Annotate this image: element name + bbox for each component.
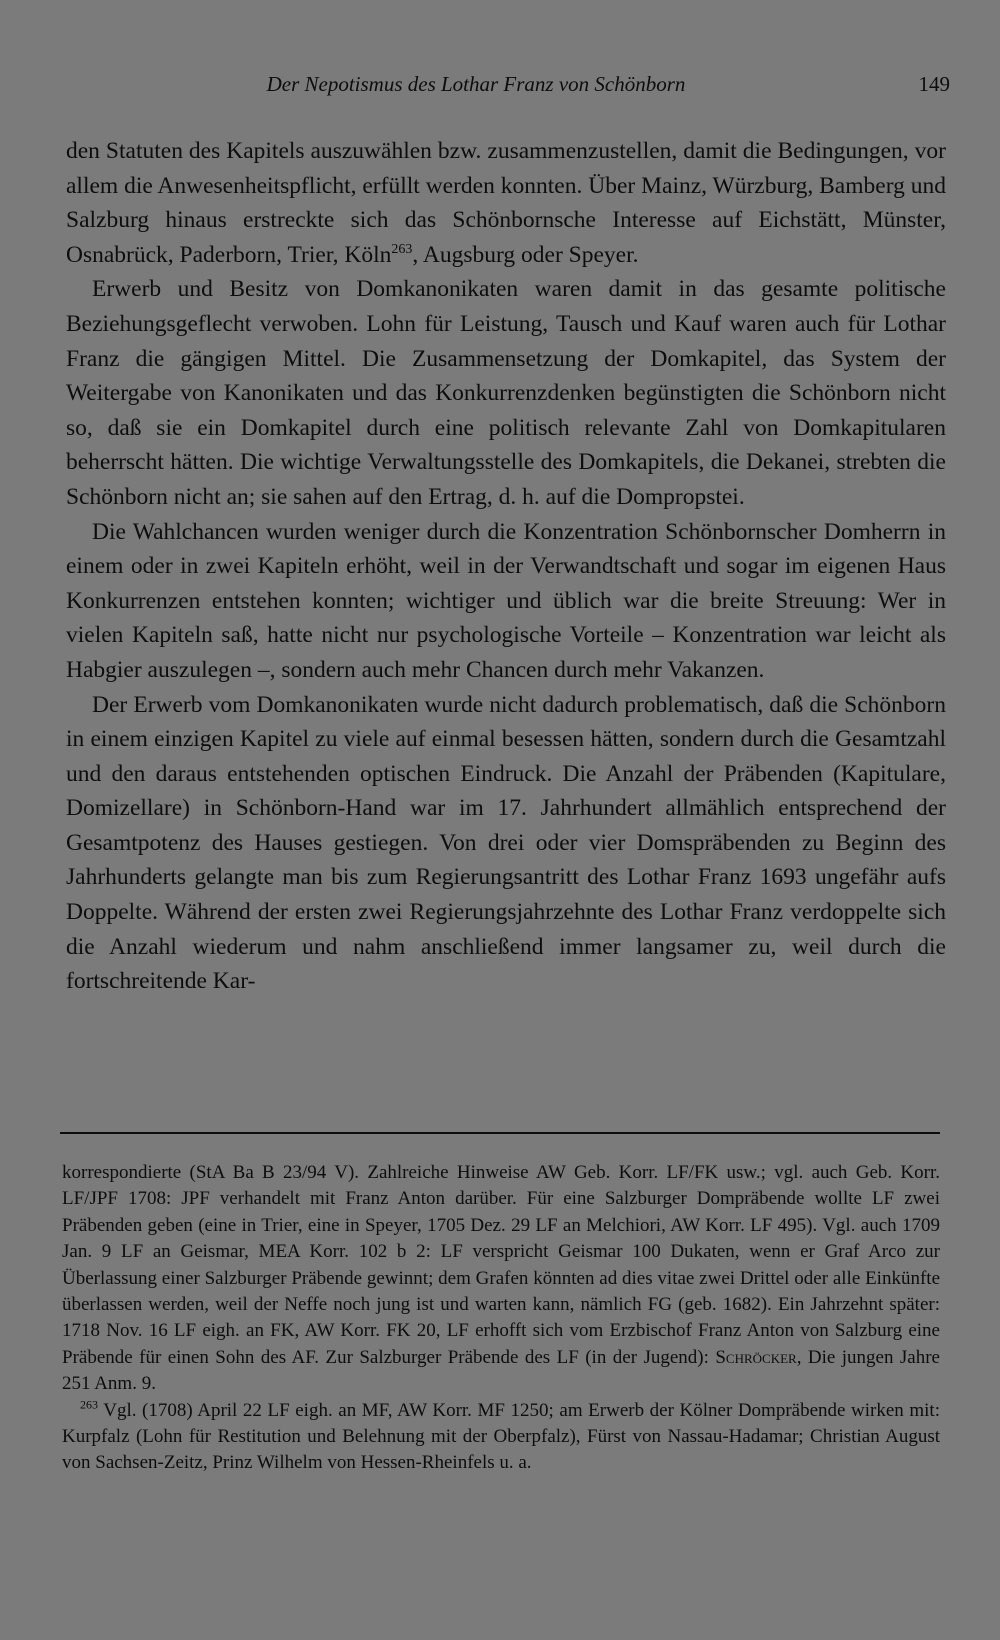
- paragraph-2: Erwerb und Besitz von Domkanonikaten waren damit in das gesamte politische Beziehungsgeflecht verwoben. Lohn für Leistung, Tausch und Kauf waren auch für Lothar Franz die gängigen Mittel. Die Zusammensetzung der Domkapitel, das System der Weitergabe von Kanonikaten und das Konkurrenzdenken begünstigten die Schönborn nicht so, daß sie ein Domkapitel durch eine politisch relevante Zahl von Domkapitularen beherrscht hätten. Die wichtige Verwaltungsstelle des Domkapitels, die Dekanei, strebten die Schönborn nicht an; sie sahen auf den Ertrag, d. h. auf die Dompropstei.: [66, 276, 946, 510]
- footnote-separator: [60, 1132, 940, 1134]
- paragraph-3: Die Wahlchancen wurden weniger durch die Konzentration Schönbornscher Domherrn in einem oder in zwei Kapiteln erhöht, weil in der Verwandtschaft und sogar im eigenen Haus Konkurrenzen entstehen konnten; wichtiger und üblich war die breite Streuung: Wer in vielen Kapiteln saß, hatte nicht nur psychologische Vorteile – Konzentration war leicht als Habgier auszulegen –, sondern auch mehr Chancen durch mehr Vakanzen.: [66, 518, 946, 683]
- footnote-263: [62, 1398, 940, 1477]
- footnote-reference-263: 263: [391, 241, 413, 257]
- footnote-continuation-text-b: , Die jungen Jahre 251 Anm. 9.: [62, 1346, 940, 1395]
- paragraph-4: Der Erwerb vom Domkanonikaten wurde nicht dadurch problematisch, daß die Schönborn in einem einzigen Kapitel zu viele auf einmal besessen hätten, sondern durch die Gesamtzahl und den daraus entstehenden optischen Eindruck. Die Anzahl der Präbenden (Kapitulare, Domizellare) in Schönborn-Hand war im 17. Jahrhundert allmählich entsprechend der Gesamtpotenz des Hauses gestiegen. Von drei oder vier Domspräbenden zu Beginn des Jahrhunderts gelangte man bis zum Regierungsantritt des Lothar Franz 1693 ungefähr aufs Doppelte. Während der ersten zwei Regierungsjahrzehnte des Lothar Franz verdoppelte sich die Anzahl wiederum und nahm anschließend immer langsamer zu, weil durch die fortschreitende Kar-: [66, 691, 946, 995]
- paragraph-1: [66, 134, 946, 272]
- footnote-continuation: [62, 1160, 940, 1398]
- main-text: [66, 134, 946, 999]
- author-name-smallcaps: Schröcker: [715, 1346, 797, 1368]
- running-header: [62, 64, 950, 104]
- footnote-263-text: Vgl. (1708) April 22 LF eigh. an MF, AW Korr. MF 1250; am Erwerb der Kölner Dompräbende wirken mit: Kurpfalz (Lohn für Restitution und Belehnung mit der Oberpfalz), Fürst von Nassau-Hadamar; Christian August von Sachsen-Zeitz, Prinz Wilhelm von Hessen-Rheinfels u. a.: [62, 1399, 940, 1474]
- footnote-continuation-text-a: korrespondierte (StA Ba B 23/94 V). Zahlreiche Hinweise AW Geb. Korr. LF/FK usw.; vgl. auch Geb. Korr. LF/JPF 1708: JPF verhandelt mit Franz Anton darüber. Für eine Salzburger Dompräbende wollte LF zwei Präbenden geben (eine in Trier, eine in Speyer, 1705 Dez. 29 LF an Melchiori, AW Korr. LF 495). Vgl. auch 1709 Jan. 9 LF an Geismar, MEA Korr. 102 b 2: LF verspricht Geismar 100 Dukaten, wenn er Graf Arco zur Überlassung einer Salzburger Präbende gewinnt; dem Grafen könnten ad dies vitae zwei Drittel oder alle Einkünfte überlassen werden, weil der Neffe noch jung ist und warten kann, nämlich FG (geb. 1682). Ein Jahrzehnt später: 1718 Nov. 16 LF eigh. an FK, AW Korr. FK 20, LF erhofft sich vom Erzbischof Franz Anton von Salzburg eine Präbende für einen Sohn des AF. Zur Salzburger Präbende des LF (in der Jugend):: [62, 1162, 940, 1368]
- page-number: 149: [918, 72, 950, 96]
- running-title: Der Nepotismus des Lothar Franz von Schönborn: [266, 72, 686, 96]
- footnotes: [62, 1160, 940, 1477]
- paragraph-1-text-a: den Statuten des Kapitels auszuwählen bzw. zusammenzustellen, damit die Bedingungen, vor allem die Anwesenheitspflicht, erfüllt werden konnten. Über Mainz, Würzburg, Bamberg und Salzburg hinaus erstreckte sich das Schönbornsche Interesse auf Eichstätt, Münster, Osnabrück, Paderborn, Trier, Köln: [66, 138, 946, 268]
- footnote-263-number: 263: [80, 1397, 98, 1412]
- paragraph-1-text-b: , Augsburg oder Speyer.: [412, 241, 639, 268]
